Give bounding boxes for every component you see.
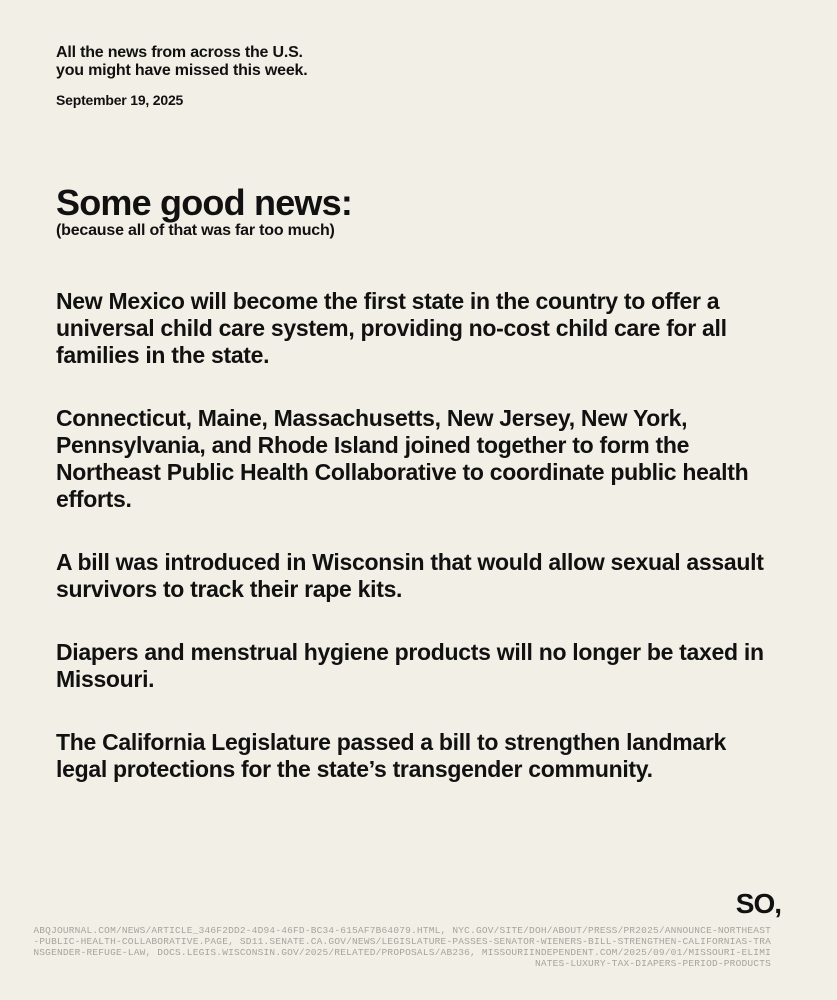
news-item-california-legislature: The California Legislature passed a bill to strengthen landmark legal protections for the state’s transgender community. [56,729,726,782]
section-title: Some good news: [56,182,353,223]
brand-logo: SO, [735,888,781,919]
news-item-wisconsin-bill: A bill was introduced in Wisconsin that would allow sexual assault survivors to track their rape kits. [56,549,764,602]
source-citations: ABQJOURNAL.COM/NEWS/ARTICLE_346F2DD2-4D94-46FD-BC34-615AF7B64079.HTML, NYC.GOV/SITE/DOH/ABOUT/PRESS/PR2025/ANNOUNCE-NORTHEAST-PUBLIC-HEALTH-COLLABORATIVE.PAGE, SD11.SENATE.CA.GOV/NEWS/LEGISLATURE-PASSES-SENATOR-WIENERS-BILL-STRENGTHEN-CALIFORNIAS-TRANSGENDER-REFUGE-LAW, DOCS.LEGIS.WISCONSIN.GOV/2025/RELATED/PROPOSALS/AB236, MISSOURIINDEPENDENT.COM/2025/09/01/MISSOURI-ELIMINATES-LUXURY-TAX-DIAPERS-PERIOD-PRODUCTS [33,925,771,969]
news-item-new-mexico: New Mexico will become the first state in the country to offer a universal child care system, providing no-cost child care for all families in the state. [56,288,727,368]
section-subtitle: (because all of that was far too much) [56,222,335,239]
news-item-missouri-tax: Diapers and menstrual hygiene products will no longer be taxed in Missouri. [56,639,764,692]
news-item-northeast-collaborative: Connecticut, Maine, Massachusetts, New Jersey, New York, Pennsylvania, and Rhode Island joined together to form the Northeast Public Health Collaborative to coordinate public health efforts. [56,405,749,512]
intro-text [56,44,781,80]
intro-line-2: you might have missed this week. [56,62,308,79]
intro-line-1: All the news from across the U.S. [56,44,303,61]
date-label: September 19, 2025 [56,92,184,108]
